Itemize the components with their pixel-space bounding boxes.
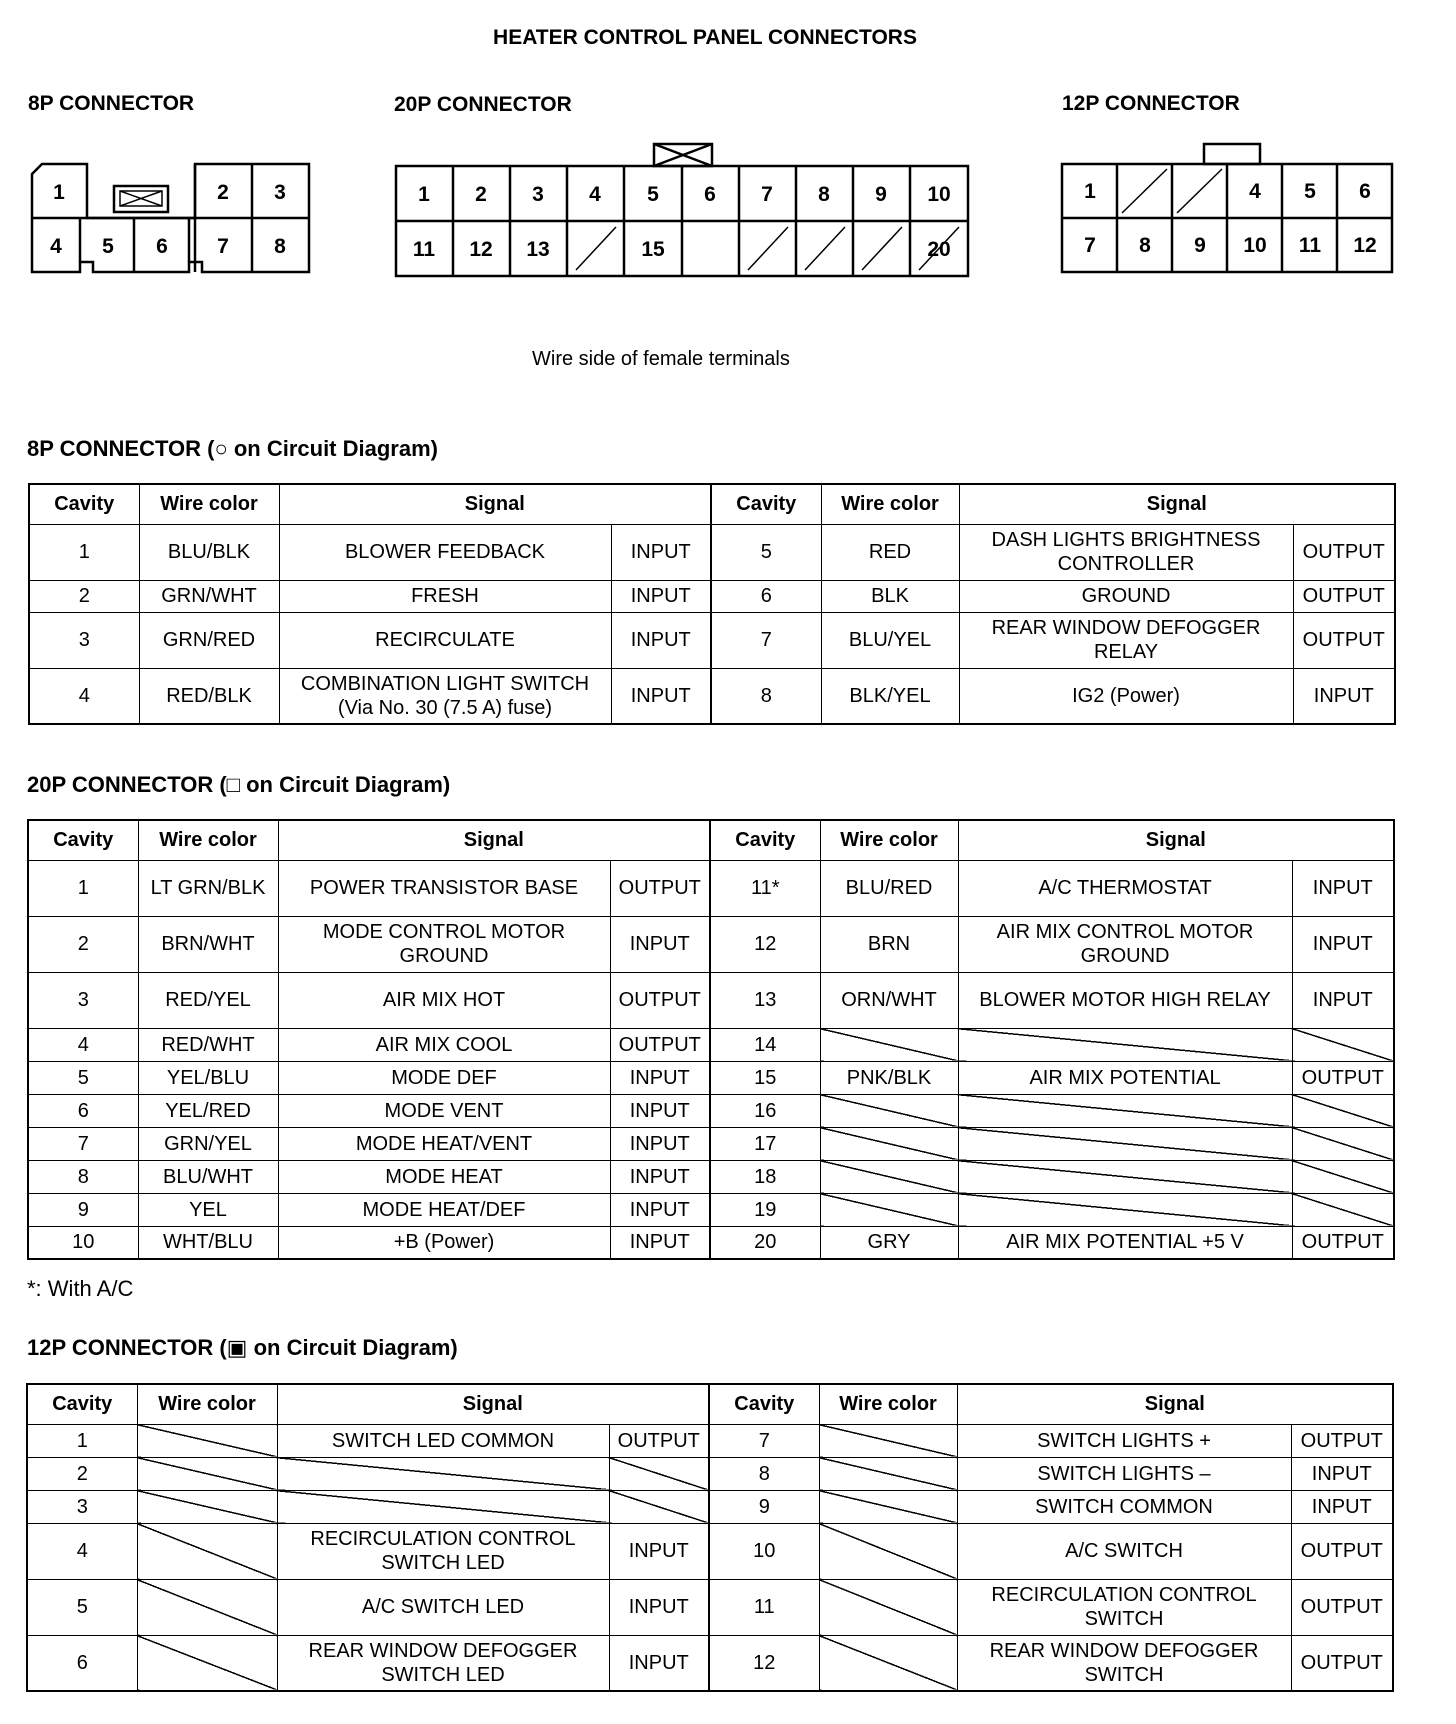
right-wire-color-cell: BLK xyxy=(821,580,959,612)
left-wire-color-cell: GRN/RED xyxy=(139,612,279,668)
left-direction-cell: INPUT xyxy=(611,580,711,612)
right-direction-cell: OUTPUT xyxy=(1291,1424,1393,1457)
signal-header-right: Signal xyxy=(958,820,1394,860)
left-signal-cell: REAR WINDOW DEFOGGER SWITCH LED xyxy=(277,1635,609,1691)
pin-8p-7: 7 xyxy=(217,235,229,258)
right-signal-cell: A/C SWITCH xyxy=(957,1523,1291,1579)
left-signal-cell: AIR MIX HOT xyxy=(278,972,610,1028)
right-cavity-cell: 6 xyxy=(711,580,821,612)
left-cavity-cell: 1 xyxy=(27,1424,137,1457)
pin-20p-3: 3 xyxy=(532,183,544,206)
pin-8p-1: 1 xyxy=(53,181,65,204)
right-wire-color-cell xyxy=(820,1160,958,1193)
right-direction-cell: OUTPUT xyxy=(1293,524,1395,580)
left-direction-cell: INPUT xyxy=(609,1523,709,1579)
header-row xyxy=(29,484,1395,524)
pin-12p-11: 11 xyxy=(1298,234,1322,257)
left-wire-color-cell xyxy=(137,1424,277,1457)
right-direction-cell: OUTPUT xyxy=(1293,580,1395,612)
left-cavity-cell: 6 xyxy=(28,1094,138,1127)
left-cavity-cell: 3 xyxy=(29,612,139,668)
right-wire-color-cell: BLK/YEL xyxy=(821,668,959,724)
cavity-header-right: Cavity xyxy=(709,1384,819,1424)
wire-color-header: Wire color xyxy=(138,820,278,860)
right-wire-color-cell xyxy=(820,1193,958,1226)
wire-color-header-right: Wire color xyxy=(821,484,959,524)
right-cavity-cell: 20 xyxy=(710,1226,820,1259)
left-cavity-cell: 4 xyxy=(28,1028,138,1061)
left-direction-cell: OUTPUT xyxy=(609,1424,709,1457)
table-12p-title: 12P CONNECTOR (▣ on Circuit Diagram) xyxy=(27,1335,458,1360)
right-signal-cell: AIR MIX POTENTIAL xyxy=(958,1061,1292,1094)
pin-8p-3: 3 xyxy=(274,181,286,204)
pin-12p-7: 7 xyxy=(1084,234,1096,257)
left-direction-cell: INPUT xyxy=(609,1579,709,1635)
right-signal-cell: SWITCH COMMON xyxy=(957,1490,1291,1523)
right-direction-cell: OUTPUT xyxy=(1291,1579,1393,1635)
table-row xyxy=(27,1635,1393,1691)
table-row xyxy=(29,612,1395,668)
left-signal-cell: MODE HEAT/VENT xyxy=(278,1127,610,1160)
table-row xyxy=(28,860,1394,916)
right-signal-cell: GROUND xyxy=(959,580,1293,612)
left-cavity-cell: 9 xyxy=(28,1193,138,1226)
pin-12p-5: 5 xyxy=(1304,180,1316,203)
right-cavity-cell: 17 xyxy=(710,1127,820,1160)
right-direction-cell: INPUT xyxy=(1292,916,1394,972)
right-wire-color-cell xyxy=(819,1490,957,1523)
right-cavity-cell: 12 xyxy=(710,916,820,972)
right-cavity-cell: 5 xyxy=(711,524,821,580)
pin-20p-6: 6 xyxy=(704,183,716,206)
left-direction-cell: INPUT xyxy=(610,1127,710,1160)
right-signal-cell: AIR MIX CONTROL MOTOR GROUND xyxy=(958,916,1292,972)
table-row xyxy=(28,1226,1394,1259)
left-wire-color-cell: BRN/WHT xyxy=(138,916,278,972)
left-direction-cell: INPUT xyxy=(610,1160,710,1193)
left-direction-cell: INPUT xyxy=(610,1061,710,1094)
right-wire-color-cell xyxy=(819,1424,957,1457)
table-row xyxy=(29,524,1395,580)
pin-12p-8: 8 xyxy=(1139,234,1151,257)
right-cavity-cell: 13 xyxy=(710,972,820,1028)
left-cavity-cell: 3 xyxy=(28,972,138,1028)
table-row xyxy=(28,1061,1394,1094)
right-wire-color-cell: ORN/WHT xyxy=(820,972,958,1028)
right-cavity-cell: 8 xyxy=(709,1457,819,1490)
connector-12p-label: 12P CONNECTOR xyxy=(1062,92,1240,115)
pin-20p-20: 20 xyxy=(927,238,951,261)
left-cavity-cell: 10 xyxy=(28,1226,138,1259)
left-signal-cell: COMBINATION LIGHT SWITCH (Via No. 30 (7.5 A) fuse) xyxy=(279,668,611,724)
pin-20p-10: 10 xyxy=(927,183,951,206)
right-signal-cell: SWITCH LIGHTS – xyxy=(957,1457,1291,1490)
left-cavity-cell: 5 xyxy=(27,1579,137,1635)
right-wire-color-cell xyxy=(819,1635,957,1691)
right-cavity-cell: 14 xyxy=(710,1028,820,1061)
table-row xyxy=(28,1160,1394,1193)
right-cavity-cell: 16 xyxy=(710,1094,820,1127)
right-direction-cell xyxy=(1292,1193,1394,1226)
left-cavity-cell: 4 xyxy=(29,668,139,724)
left-cavity-cell: 6 xyxy=(27,1635,137,1691)
left-signal-cell xyxy=(277,1490,609,1523)
left-signal-cell: MODE VENT xyxy=(278,1094,610,1127)
table-8p-title: 8P CONNECTOR (○ on Circuit Diagram) xyxy=(27,436,438,461)
wire-color-header: Wire color xyxy=(137,1384,277,1424)
right-wire-color-cell: GRY xyxy=(820,1226,958,1259)
right-direction-cell: OUTPUT xyxy=(1291,1523,1393,1579)
right-direction-cell xyxy=(1292,1028,1394,1061)
left-cavity-cell: 7 xyxy=(28,1127,138,1160)
right-cavity-cell: 11 xyxy=(709,1579,819,1635)
left-direction-cell: INPUT xyxy=(609,1635,709,1691)
right-wire-color-cell xyxy=(820,1094,958,1127)
right-cavity-cell: 7 xyxy=(711,612,821,668)
left-direction-cell: INPUT xyxy=(610,1226,710,1259)
connector-20p-diagram xyxy=(396,142,972,278)
left-direction-cell: OUTPUT xyxy=(610,860,710,916)
left-direction-cell: INPUT xyxy=(611,612,711,668)
left-cavity-cell: 1 xyxy=(28,860,138,916)
right-cavity-cell: 8 xyxy=(711,668,821,724)
pin-20p-8: 8 xyxy=(818,183,830,206)
left-signal-cell: MODE HEAT/DEF xyxy=(278,1193,610,1226)
left-wire-color-cell: RED/BLK xyxy=(139,668,279,724)
right-direction-cell xyxy=(1292,1094,1394,1127)
table-row xyxy=(28,1127,1394,1160)
left-wire-color-cell: YEL/BLU xyxy=(138,1061,278,1094)
right-signal-cell: RECIRCULATION CONTROL SWITCH xyxy=(957,1579,1291,1635)
right-signal-cell xyxy=(958,1094,1292,1127)
left-direction-cell: OUTPUT xyxy=(610,1028,710,1061)
left-direction-cell: INPUT xyxy=(610,1193,710,1226)
right-direction-cell: INPUT xyxy=(1291,1490,1393,1523)
right-direction-cell: OUTPUT xyxy=(1291,1635,1393,1691)
right-signal-cell: AIR MIX POTENTIAL +5 V xyxy=(958,1226,1292,1259)
cavity-header: Cavity xyxy=(28,820,138,860)
right-signal-cell: REAR WINDOW DEFOGGER RELAY xyxy=(959,612,1293,668)
table-row xyxy=(27,1523,1393,1579)
pin-20p-1: 1 xyxy=(418,183,430,206)
left-direction-cell: INPUT xyxy=(611,524,711,580)
pin-12p-12: 12 xyxy=(1353,234,1377,257)
cavity-header: Cavity xyxy=(27,1384,137,1424)
right-wire-color-cell: PNK/BLK xyxy=(820,1061,958,1094)
table-row xyxy=(28,916,1394,972)
signal-header: Signal xyxy=(279,484,711,524)
table-12p xyxy=(26,1383,1394,1692)
left-wire-color-cell: WHT/BLU xyxy=(138,1226,278,1259)
connector-12p-diagram xyxy=(1060,140,1396,276)
wire-side-note: Wire side of female terminals xyxy=(532,348,790,370)
right-direction-cell: INPUT xyxy=(1292,972,1394,1028)
pin-20p-4: 4 xyxy=(589,183,601,206)
left-signal-cell: MODE HEAT xyxy=(278,1160,610,1193)
right-wire-color-cell: BLU/RED xyxy=(820,860,958,916)
pin-8p-6: 6 xyxy=(156,235,168,258)
page-title: HEATER CONTROL PANEL CONNECTORS xyxy=(493,26,917,49)
connector-20p-label: 20P CONNECTOR xyxy=(394,93,572,116)
left-cavity-cell: 3 xyxy=(27,1490,137,1523)
right-signal-cell: DASH LIGHTS BRIGHTNESS CONTROLLER xyxy=(959,524,1293,580)
header-row xyxy=(28,820,1394,860)
right-direction-cell xyxy=(1292,1127,1394,1160)
right-signal-cell xyxy=(958,1127,1292,1160)
connector-8p-diagram xyxy=(30,160,320,280)
right-signal-cell xyxy=(958,1028,1292,1061)
right-wire-color-cell xyxy=(819,1579,957,1635)
right-cavity-cell: 15 xyxy=(710,1061,820,1094)
right-wire-color-cell xyxy=(819,1457,957,1490)
right-direction-cell: OUTPUT xyxy=(1293,612,1395,668)
table-row xyxy=(27,1579,1393,1635)
pin-20p-15: 15 xyxy=(641,238,665,261)
right-cavity-cell: 11* xyxy=(710,860,820,916)
left-signal-cell: FRESH xyxy=(279,580,611,612)
left-signal-cell: MODE DEF xyxy=(278,1061,610,1094)
cavity-header-right: Cavity xyxy=(710,820,820,860)
table-row xyxy=(27,1424,1393,1457)
connector-8p-label: 8P CONNECTOR xyxy=(28,92,195,115)
right-wire-color-cell xyxy=(820,1028,958,1061)
table-row xyxy=(29,668,1395,724)
left-wire-color-cell xyxy=(137,1490,277,1523)
wire-color-header-right: Wire color xyxy=(820,820,958,860)
left-wire-color-cell xyxy=(137,1579,277,1635)
left-signal-cell: MODE CONTROL MOTOR GROUND xyxy=(278,916,610,972)
left-signal-cell: +B (Power) xyxy=(278,1226,610,1259)
left-cavity-cell: 2 xyxy=(29,580,139,612)
table-20p xyxy=(27,819,1395,1260)
left-cavity-cell: 5 xyxy=(28,1061,138,1094)
left-signal-cell: BLOWER FEEDBACK xyxy=(279,524,611,580)
pin-12p-6: 6 xyxy=(1359,180,1371,203)
left-cavity-cell: 2 xyxy=(27,1457,137,1490)
right-wire-color-cell xyxy=(820,1127,958,1160)
right-wire-color-cell: BRN xyxy=(820,916,958,972)
left-wire-color-cell xyxy=(137,1457,277,1490)
left-direction-cell: INPUT xyxy=(611,668,711,724)
right-direction-cell: OUTPUT xyxy=(1292,1226,1394,1259)
signal-header-right: Signal xyxy=(959,484,1395,524)
pin-12p-10: 10 xyxy=(1243,234,1267,257)
right-cavity-cell: 19 xyxy=(710,1193,820,1226)
left-direction-cell: INPUT xyxy=(610,916,710,972)
right-direction-cell xyxy=(1292,1160,1394,1193)
right-direction-cell: INPUT xyxy=(1291,1457,1393,1490)
right-cavity-cell: 7 xyxy=(709,1424,819,1457)
right-wire-color-cell: BLU/YEL xyxy=(821,612,959,668)
table-row xyxy=(28,972,1394,1028)
left-signal-cell: AIR MIX COOL xyxy=(278,1028,610,1061)
right-signal-cell xyxy=(958,1160,1292,1193)
left-wire-color-cell: GRN/YEL xyxy=(138,1127,278,1160)
left-wire-color-cell: BLU/WHT xyxy=(138,1160,278,1193)
table-row xyxy=(28,1028,1394,1061)
right-signal-cell: A/C THERMOSTAT xyxy=(958,860,1292,916)
pin-20p-9: 9 xyxy=(875,183,887,206)
left-wire-color-cell: YEL xyxy=(138,1193,278,1226)
pin-20p-12: 12 xyxy=(469,238,493,261)
left-signal-cell: RECIRCULATE xyxy=(279,612,611,668)
right-cavity-cell: 18 xyxy=(710,1160,820,1193)
right-cavity-cell: 10 xyxy=(709,1523,819,1579)
right-signal-cell: REAR WINDOW DEFOGGER SWITCH xyxy=(957,1635,1291,1691)
table-row xyxy=(28,1193,1394,1226)
pin-12p-1: 1 xyxy=(1084,180,1096,203)
right-direction-cell: INPUT xyxy=(1292,860,1394,916)
left-signal-cell xyxy=(277,1457,609,1490)
footnote: *: With A/C xyxy=(27,1276,134,1301)
left-wire-color-cell xyxy=(137,1523,277,1579)
left-direction-cell: INPUT xyxy=(610,1094,710,1127)
cavity-header: Cavity xyxy=(29,484,139,524)
left-wire-color-cell: YEL/RED xyxy=(138,1094,278,1127)
pin-12p-9: 9 xyxy=(1194,234,1206,257)
right-signal-cell: BLOWER MOTOR HIGH RELAY xyxy=(958,972,1292,1028)
right-direction-cell: OUTPUT xyxy=(1292,1061,1394,1094)
pin-20p-7: 7 xyxy=(761,183,773,206)
left-signal-cell: SWITCH LED COMMON xyxy=(277,1424,609,1457)
left-cavity-cell: 4 xyxy=(27,1523,137,1579)
table-row xyxy=(27,1457,1393,1490)
pin-20p-2: 2 xyxy=(475,183,487,206)
left-cavity-cell: 8 xyxy=(28,1160,138,1193)
left-wire-color-cell: BLU/BLK xyxy=(139,524,279,580)
left-wire-color-cell: RED/YEL xyxy=(138,972,278,1028)
left-direction-cell xyxy=(609,1490,709,1523)
pin-8p-2: 2 xyxy=(217,181,229,204)
left-signal-cell: A/C SWITCH LED xyxy=(277,1579,609,1635)
right-signal-cell xyxy=(958,1193,1292,1226)
signal-header: Signal xyxy=(277,1384,709,1424)
left-wire-color-cell xyxy=(137,1635,277,1691)
wire-color-header-right: Wire color xyxy=(819,1384,957,1424)
right-signal-cell: SWITCH LIGHTS + xyxy=(957,1424,1291,1457)
right-wire-color-cell: RED xyxy=(821,524,959,580)
table-8p xyxy=(28,483,1396,725)
right-direction-cell: INPUT xyxy=(1293,668,1395,724)
left-wire-color-cell: GRN/WHT xyxy=(139,580,279,612)
table-row xyxy=(28,1094,1394,1127)
right-cavity-cell: 9 xyxy=(709,1490,819,1523)
signal-header-right: Signal xyxy=(957,1384,1393,1424)
right-wire-color-cell xyxy=(819,1523,957,1579)
pin-20p-13: 13 xyxy=(526,238,550,261)
table-row xyxy=(29,580,1395,612)
wire-color-header: Wire color xyxy=(139,484,279,524)
left-wire-color-cell: LT GRN/BLK xyxy=(138,860,278,916)
pin-8p-5: 5 xyxy=(102,235,114,258)
pin-8p-4: 4 xyxy=(50,235,62,258)
left-signal-cell: POWER TRANSISTOR BASE xyxy=(278,860,610,916)
table-20p-title: 20P CONNECTOR (□ on Circuit Diagram) xyxy=(27,772,451,797)
right-cavity-cell: 12 xyxy=(709,1635,819,1691)
right-signal-cell: IG2 (Power) xyxy=(959,668,1293,724)
left-cavity-cell: 1 xyxy=(29,524,139,580)
pin-20p-5: 5 xyxy=(647,183,659,206)
header-row xyxy=(27,1384,1393,1424)
left-wire-color-cell: RED/WHT xyxy=(138,1028,278,1061)
pin-12p-4: 4 xyxy=(1249,180,1261,203)
left-signal-cell: RECIRCULATION CONTROL SWITCH LED xyxy=(277,1523,609,1579)
pin-8p-8: 8 xyxy=(274,235,286,258)
left-direction-cell xyxy=(609,1457,709,1490)
table-row xyxy=(27,1490,1393,1523)
cavity-header-right: Cavity xyxy=(711,484,821,524)
left-cavity-cell: 2 xyxy=(28,916,138,972)
pin-20p-11: 11 xyxy=(412,238,436,261)
left-direction-cell: OUTPUT xyxy=(610,972,710,1028)
signal-header: Signal xyxy=(278,820,710,860)
